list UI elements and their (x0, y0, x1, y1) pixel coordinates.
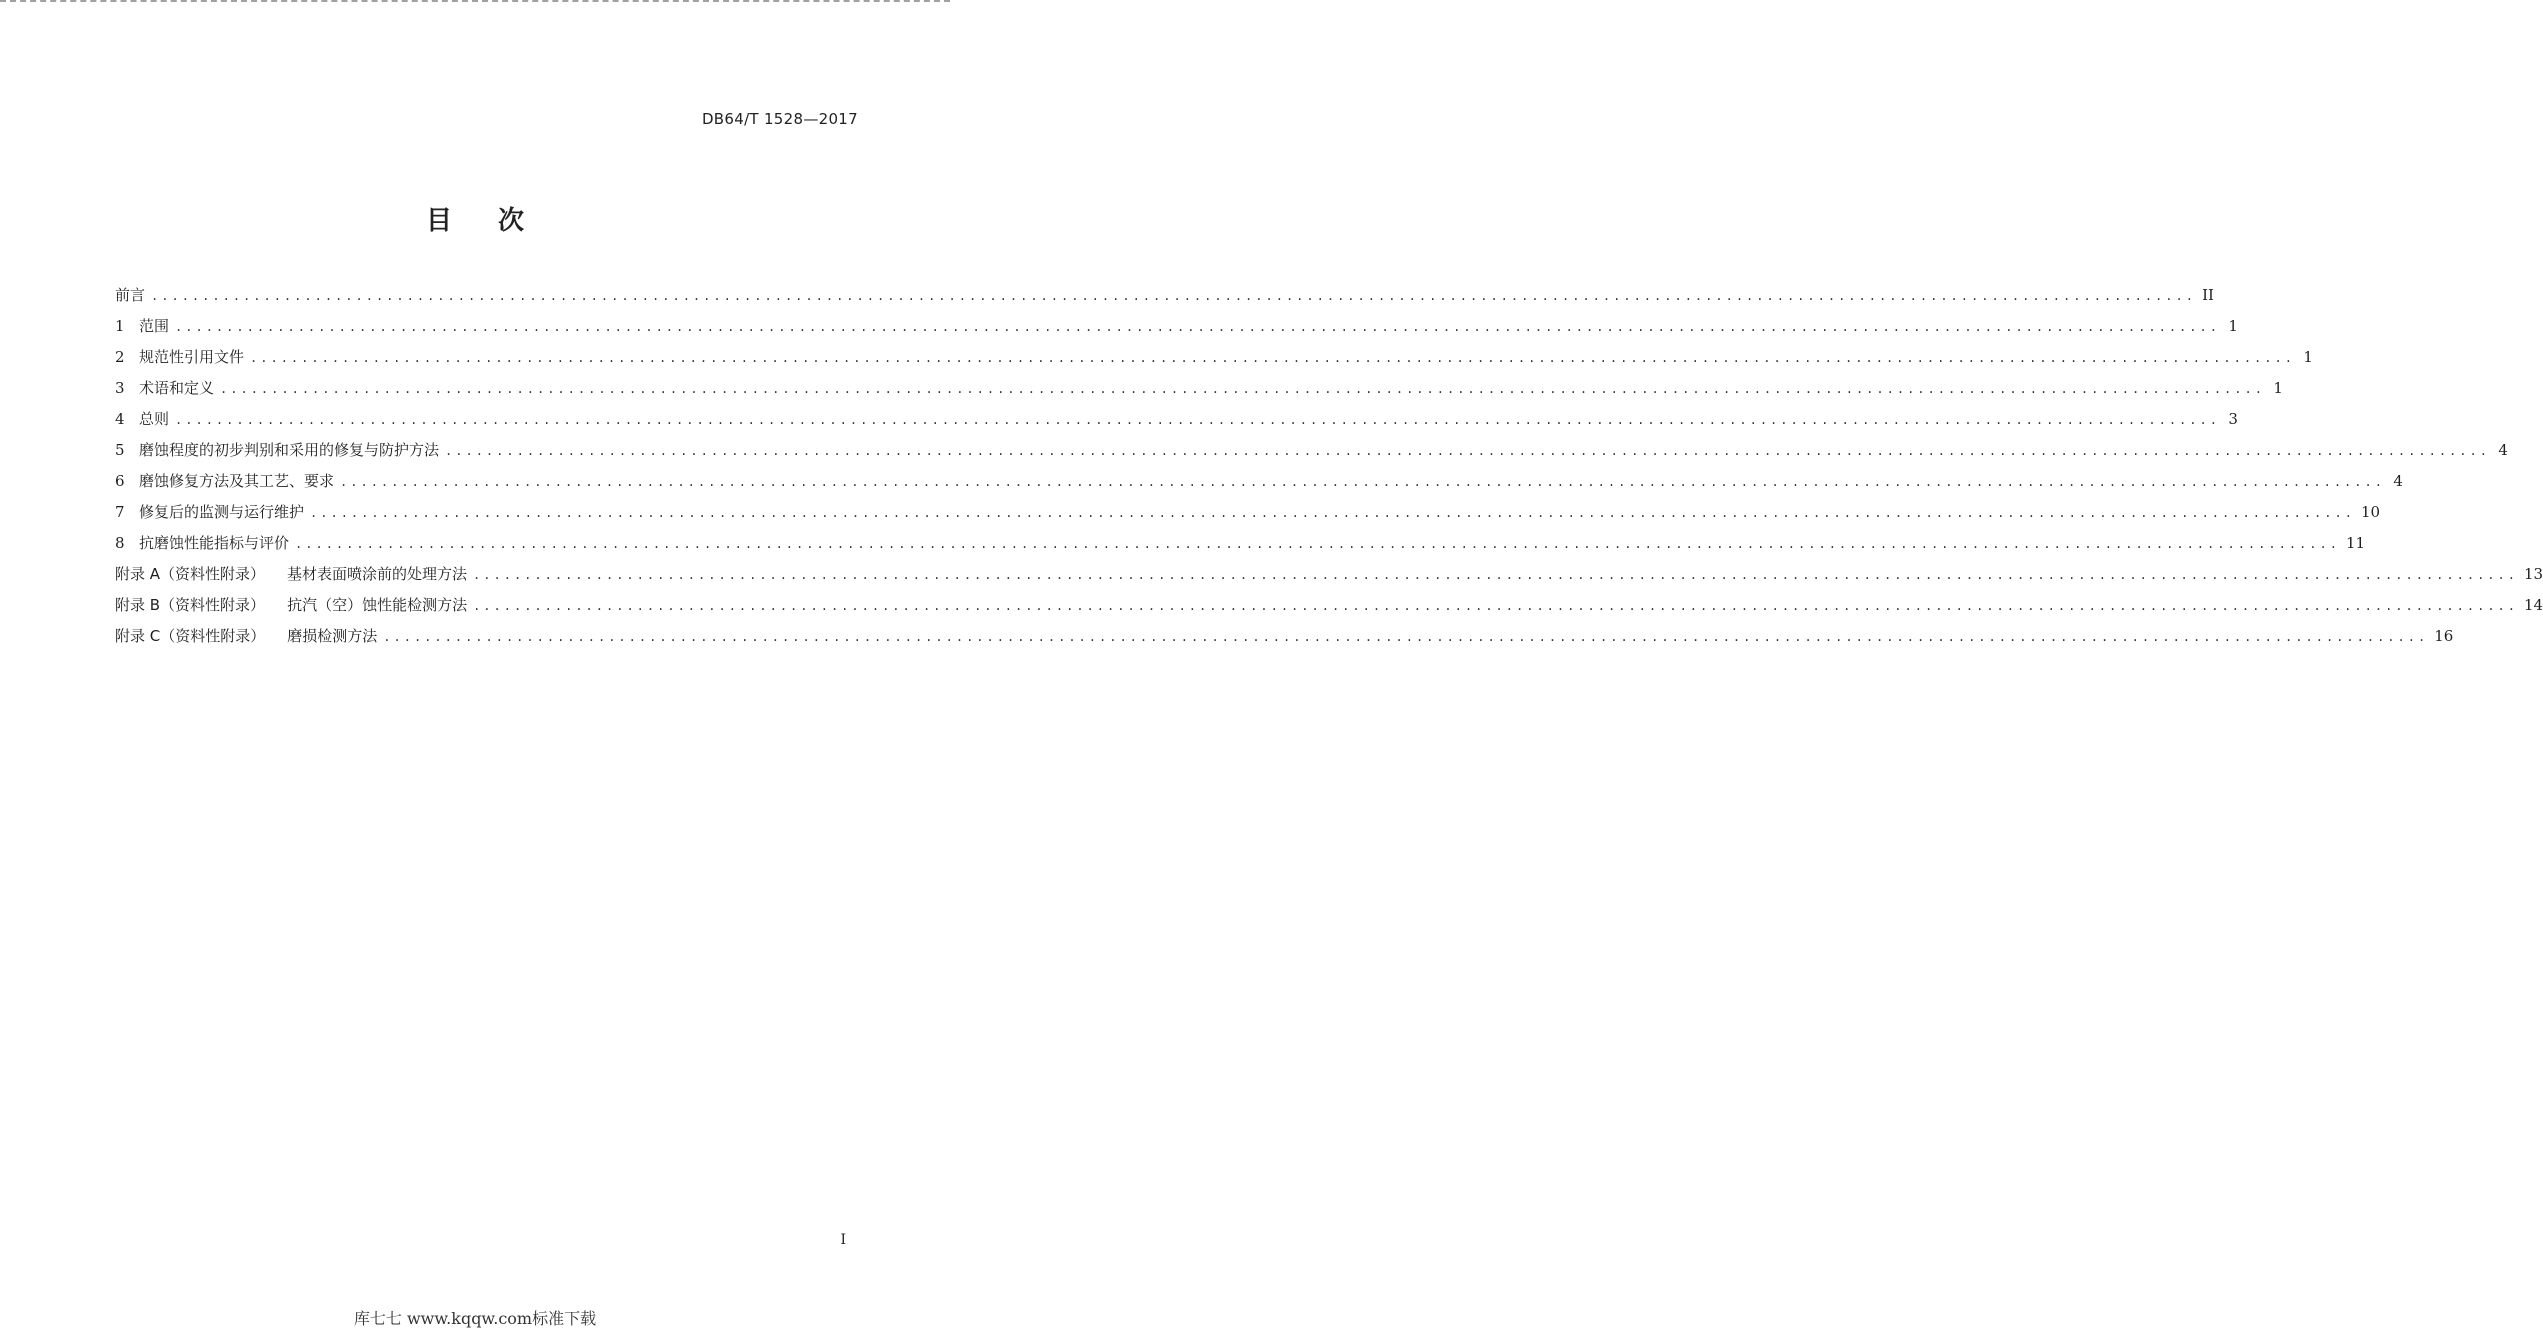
toc-entry-page: 1 (2228, 317, 2238, 335)
page-number: I (840, 1232, 846, 1248)
toc-entry-page: 16 (2434, 627, 2454, 645)
toc-entry-3[interactable] (115, 373, 2283, 404)
footer-watermark: 库七七 www.kqqw.com标准下载 (353, 1309, 597, 1328)
toc-entry-page: 4 (2393, 472, 2403, 490)
toc-entry-page: 3 (2228, 410, 2238, 428)
title-char-1: 目 (425, 206, 452, 236)
toc-entry-label: 术语和定义 (139, 379, 215, 397)
toc-leader-dots: ........................................................................................................................................................................................................ (175, 413, 2220, 427)
table-of-contents (115, 280, 2543, 652)
toc-entry-page: 14 (2524, 596, 2543, 614)
toc-appendix-prefix: 附录 A（资料性附录） (115, 565, 266, 583)
toc-entry-6[interactable] (115, 466, 2403, 497)
toc-leader-dots: ........................................................................................................................................................................................................ (295, 537, 2340, 551)
page-title (0, 200, 950, 237)
toc-entry-label: 总则 (139, 410, 170, 428)
toc-entry-label: 基材表面喷涂前的处理方法 (287, 565, 468, 583)
toc-entry-number: 7 (115, 503, 125, 521)
toc-entry-page: 13 (2523, 565, 2543, 583)
toc-entry-foreword[interactable] (115, 280, 2214, 311)
toc-leader-dots: ........................................................................................................................................................................................................ (250, 351, 2295, 365)
toc-entry-label: 磨蚀修复方法及其工艺、要求 (139, 472, 335, 490)
toc-entry-page: 11 (2345, 534, 2366, 552)
toc-entry-label: 抗磨蚀性能指标与评价 (139, 534, 290, 552)
top-scan-rule (0, 0, 950, 6)
toc-leader-dots: ........................................................................................................................................................................................................ (445, 444, 2490, 458)
toc-entry-number: 6 (115, 472, 125, 490)
toc-entry-number: 1 (115, 317, 125, 335)
toc-entry-appendix-a[interactable] (115, 559, 2543, 590)
toc-leader-dots: ........................................................................................................................................................................................................ (473, 568, 2518, 582)
toc-leader-dots: ........................................................................................................................................................................................................ (310, 506, 2355, 520)
toc-entry-appendix-c[interactable] (115, 621, 2454, 652)
toc-leader-dots: ........................................................................................................................................................................................................ (220, 382, 2265, 396)
toc-entry-page: II (2202, 286, 2214, 304)
toc-entry-label: 抗汽（空）蚀性能检测方法 (287, 596, 468, 614)
toc-entry-number: 8 (115, 534, 125, 552)
toc-entry-label: 范围 (139, 317, 170, 335)
toc-entry-1[interactable] (115, 311, 2238, 342)
toc-entry-appendix-b[interactable] (115, 590, 2543, 621)
toc-leader-dots: ........................................................................................................................................................................................................ (473, 599, 2518, 613)
toc-entry-number: 2 (115, 348, 125, 366)
toc-entry-label: 磨损检测方法 (287, 627, 378, 645)
toc-entry-page: 10 (2360, 503, 2381, 521)
toc-leader-dots: ........................................................................................................................................................................................................ (383, 630, 2429, 644)
toc-entry-page: 1 (2273, 379, 2283, 397)
toc-entry-page: 4 (2498, 441, 2508, 459)
toc-entry-page: 1 (2303, 348, 2313, 366)
title-char-2: 次 (498, 206, 525, 236)
toc-entry-number: 4 (115, 410, 125, 428)
toc-entry-4[interactable] (115, 404, 2238, 435)
toc-appendix-prefix: 附录 C（资料性附录） (115, 627, 266, 645)
toc-entry-8[interactable] (115, 528, 2366, 559)
standard-code: DB64/T 1528—2017 (701, 110, 858, 128)
toc-entry-label: 前言 (115, 286, 146, 304)
toc-entry-2[interactable] (115, 342, 2313, 373)
toc-leader-dots: ........................................................................................................................................................................................................ (151, 289, 2196, 303)
toc-appendix-prefix: 附录 B（资料性附录） (115, 596, 266, 614)
toc-entry-label: 磨蚀程度的初步判别和采用的修复与防护方法 (139, 441, 440, 459)
toc-leader-dots: ........................................................................................................................................................................................................ (175, 320, 2220, 334)
toc-entry-7[interactable] (115, 497, 2381, 528)
toc-entry-number: 5 (115, 441, 125, 459)
toc-entry-label: 修复后的监测与运行维护 (139, 503, 305, 521)
toc-leader-dots: ........................................................................................................................................................................................................ (340, 475, 2385, 489)
toc-entry-5[interactable] (115, 435, 2508, 466)
toc-entry-number: 3 (115, 379, 125, 397)
toc-entry-label: 规范性引用文件 (139, 348, 245, 366)
